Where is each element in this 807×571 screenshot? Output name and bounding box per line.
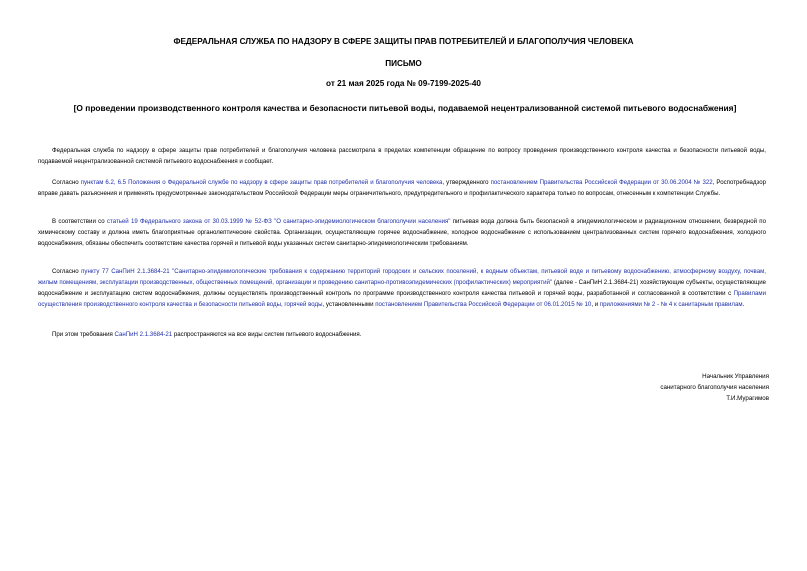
paragraph-5-text-b: распространяются на все виды систем питьевого водоснабжения. xyxy=(172,331,362,338)
paragraph-4-text-d: , и xyxy=(591,301,600,308)
link-postanovlenie-322[interactable]: постановлением Правительства Российской Федерации от 30.06.2004 № 322 xyxy=(490,179,713,186)
paragraph-4-text-b: (далее - СанПиН 2.1.3684-21) хозяйствующие субъекты, осуществляющие водоснабжение и эксплуатацию систем водоснабжения, должны осуществлять производственный контроль по программе производственного контроля качества питьевой и горячей воды, разработанной и согласованной в соответствии с xyxy=(38,279,766,297)
link-polozhenie[interactable]: пунктам 6.2, 6.5 Положения о Федеральной службе по надзору в сфере защиты прав потребителей и благополучия человека xyxy=(80,179,443,186)
signature-name: Т.И.Мурагимов xyxy=(726,395,769,402)
link-zakon-52fz[interactable]: статьей 19 Федерального закона от 30.03.1999 № 52-ФЗ "О санитарно-эпидемиологическом благополучии населения" xyxy=(106,218,451,225)
paragraph-4-text-c: , установленными xyxy=(322,301,376,308)
link-prilozheniya[interactable]: приложениями № 2 - № 4 к санитарным правилам xyxy=(599,301,743,308)
date-number: от 21 мая 2025 года № 09-7199-2025-40 xyxy=(326,79,481,88)
paragraph-3-text-a: В соответствии со xyxy=(52,218,107,225)
paragraph-4 xyxy=(38,266,766,310)
paragraph-2-text-b: , утвержденного xyxy=(442,179,491,186)
link-pravila-kontrolya[interactable]: Правилами осуществления производственного контроля качества и безопасности питьевой воды, горячей воды xyxy=(38,290,766,308)
paragraph-2-text-a: Согласно xyxy=(52,179,81,186)
paragraph-5 xyxy=(38,329,766,340)
paragraph-2 xyxy=(38,177,766,199)
link-sanpin[interactable]: СанПиН 2.1.3684-21 xyxy=(114,331,173,338)
signature-position-2: санитарного благополучия населения xyxy=(660,384,769,391)
doc-subject: [О проведении производственного контроля качества и безопасности питьевой воды, подаваемой нецентрализованной системой питьевого водоснабжения] xyxy=(73,103,737,113)
paragraph-2-text-c: , Роспотребнадзор вправе давать разъяснения и применять предусмотренные законодательством Российской Федерации меры ограничительного, предупредительного и профилактического характера только по вопросам, отнесенным к компетенции Службы. xyxy=(38,179,767,197)
link-postanovlenie-10[interactable]: постановлением Правительства Российской Федерации от 06.01.2015 № 10 xyxy=(375,301,592,308)
paragraph-1 xyxy=(38,145,766,167)
paragraph-3 xyxy=(38,216,766,249)
signature-position-1: Начальник Управления xyxy=(702,373,769,380)
paragraph-4-text-e: . xyxy=(742,301,745,308)
paragraph-5-text-a: При этом требования xyxy=(52,331,115,338)
link-sanpin-p77[interactable]: пункту 77 СанПиН 2.1.3684-21 "Санитарно-эпидемиологические требования к содержанию территорий городских и сельских поселений, к водным объектам, питьевой воде и питьевому водоснабжению, атмосферному воздуху, почвам, жилым помещениям, эксплуатации производственных, общественных помещений, организации и проведению санитарно-противоэпидемических (профилактических) мероприятий" xyxy=(38,268,766,286)
paragraph-1-text: Федеральная служба по надзору в сфере защиты прав потребителей и благополучия человека рассмотрела в пределах компетенции обращение по вопросу проведения производственного контроля качества и безопасности питьевой воды, подаваемой нецентрализованной системой питьевого водоснабжения и сообщает. xyxy=(38,147,766,165)
doc-type: ПИСЬМО xyxy=(385,59,422,68)
agency-title: ФЕДЕРАЛЬНАЯ СЛУЖБА ПО НАДЗОРУ В СФЕРЕ ЗАЩИТЫ ПРАВ ПОТРЕБИТЕЛЕЙ И БЛАГОПОЛУЧИЯ ЧЕЛОВЕКА xyxy=(173,37,634,46)
paragraph-4-text-a: Согласно xyxy=(52,268,82,275)
paragraph-3-text-b: питьевая вода должна быть безопасной в эпидемиологическом и радиационном отношении, безвредной по химическому составу и должна иметь благоприятные органолептические свойства. Организации, осуществляющие горячее водоснабжение, холодное водоснабжение с использованием централизованных систем горячего водоснабжения, холодного водоснабжения, обязаны обеспечить соответствие качества горячей и питьевой воды указанных систем санитарно-эпидемиологическим требованиям. xyxy=(38,218,766,247)
